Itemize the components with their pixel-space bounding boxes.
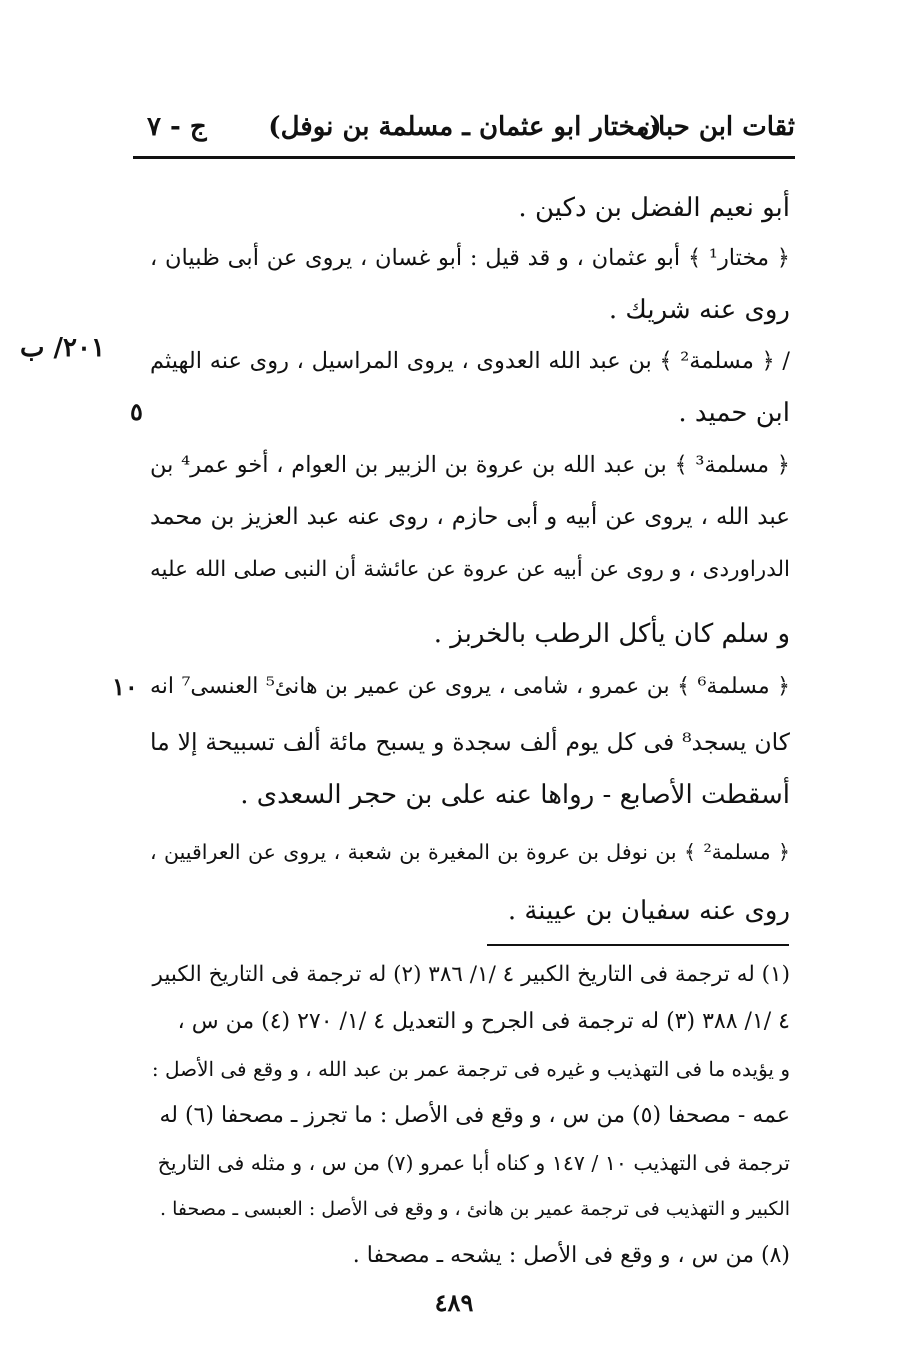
line-number-5: ٥ bbox=[130, 397, 143, 426]
text-line: و سلم كان يأكل الرطب بالخربز . bbox=[433, 619, 790, 649]
text-line: أبو نعيم الفضل بن دكين . bbox=[518, 193, 790, 223]
footnote-line: ترجمة فى التهذيب ١٠ / ١٤٧ و كناه أبا عمرو (٧) من س ، و مثله فى التاريخ bbox=[157, 1151, 790, 1175]
book-title: ثقات ابن حبان bbox=[638, 112, 795, 142]
text-line: عبد الله ، يروى عن أبيه و أبى حازم ، روى عنه عبد العزيز بن محمد bbox=[150, 504, 790, 530]
footnote-line: الكبير و التهذيب فى ترجمة عمير بن هانئ ، و وقع فى الأصل : العبسى ـ مصحفا . bbox=[160, 1198, 790, 1220]
volume-label: ج - ٧ bbox=[147, 112, 207, 142]
line-number-10: ١٠ bbox=[112, 672, 138, 701]
text-line: ﴿ مسلمة³ ﴾ بن عبد الله بن عروة بن الزبير بن العوام ، أخو عمر⁴ بن bbox=[150, 452, 790, 478]
text-line: ﴿ مسلمة² ﴾ بن نوفل بن عروة بن المغيرة بن شعبة ، يروى عن العراقيين ، bbox=[150, 840, 790, 864]
footnote-line: عمه - مصحفا (٥) من س ، و وقع فى الأصل : ما تجرز ـ مصحفا (٦) له bbox=[159, 1103, 790, 1128]
text-line: أسقطت الأصابع - رواها عنه على بن حجر السعدى . bbox=[240, 780, 790, 810]
footnote-line: (١) له ترجمة فى التاريخ الكبير ٤ /١/ ٣٨٦ (٢) له ترجمة فى التاريخ الكبير bbox=[152, 962, 790, 987]
footnote-line: و يؤيده ما فى التهذيب و غيره فى ترجمة عمر بن عبد الله ، و وقع فى الأصل : bbox=[151, 1057, 790, 1081]
footnote-rule bbox=[487, 944, 789, 946]
text-line: روى عنه سفيان بن عيينة . bbox=[507, 896, 790, 926]
text-line: ﴿ مسلمة⁶ ﴾ بن عمرو ، شامى ، يروى عن عمير بن هانئ⁵ العنسى⁷ انه bbox=[150, 674, 791, 699]
text-line: كان يسجد⁸ فى كل يوم ألف سجدة و يسبح مائة ألف تسبيحة إلا ما bbox=[150, 728, 790, 756]
text-line: ابن حميد . bbox=[678, 398, 790, 428]
footnote-line: ٤ /١/ ٣٨٨ (٣) له ترجمة فى الجرح و التعديل ٤ /١/ ٢٧٠ (٤) من س ، bbox=[177, 1009, 790, 1034]
text-line: / ﴿ مسلمة² ﴾ بن عبد الله العدوى ، يروى المراسيل ، روى عنه الهيثم bbox=[150, 348, 790, 374]
folio-reference: ٢٠١/ ب bbox=[20, 333, 105, 363]
footnote-line: (٨) من س ، و وقع فى الأصل : يشحه ـ مصحفا . bbox=[352, 1243, 790, 1268]
text-line: روى عنه شريك . bbox=[608, 295, 790, 325]
text-line: الدراوردى ، و روى عن أبيه عن عروة عن عائشة أن النبى صلى الله عليه bbox=[150, 557, 790, 582]
page-number: ٤٨٩ bbox=[434, 1288, 474, 1317]
section-range: (مختار ابو عثمان ـ مسلمة بن نوفل) bbox=[268, 112, 662, 142]
text-line: ﴿ مختار¹ ﴾ أبو عثمان ، و قد قيل : أبو غسان ، يروى عن أبى ظبيان ، bbox=[150, 245, 790, 271]
